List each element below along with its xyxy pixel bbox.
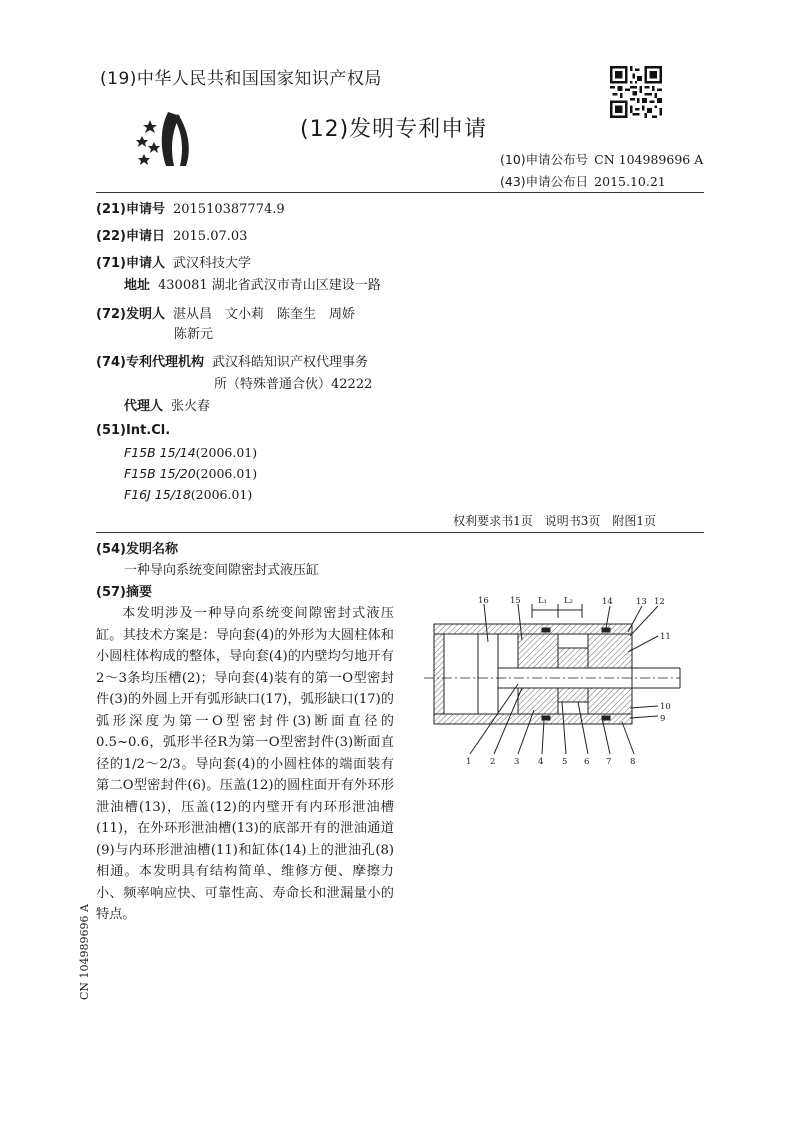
diagram-label: 10 — [660, 702, 671, 712]
ipc-entry — [124, 466, 257, 481]
diagram-label: 12 — [654, 597, 665, 607]
publication-number — [500, 150, 703, 168]
agency-line1: 武汉科皓知识产权代理事务 — [211, 355, 368, 370]
applicant-value: 武汉科技大学 — [172, 256, 251, 271]
diagram-label: 15 — [510, 596, 521, 606]
page-count-summary: 权利要求书1页 说明书3页 附图1页 — [453, 514, 656, 528]
publication-number-value: CN 104989696 A — [594, 152, 704, 167]
publication-number-label: (10)申请公布号 — [500, 152, 589, 167]
ipc-code: F15B 15/20 — [124, 466, 196, 481]
ipc-code: F15B 15/14 — [124, 445, 196, 460]
diagram-label: L₁ — [538, 596, 548, 606]
diagram-label: 5 — [562, 757, 568, 767]
ipc-version: (2006.01) — [195, 445, 258, 460]
qr-code-icon — [610, 66, 662, 118]
abstract-label: (57)摘要 — [96, 585, 152, 600]
invention-title: 一种导向系统变间隙密封式液压缸 — [124, 563, 320, 578]
inventors-line2: 陈新元 — [174, 327, 214, 342]
diagram-label: 13 — [636, 597, 647, 607]
diagram-label: 14 — [602, 597, 613, 607]
agent — [124, 395, 210, 414]
application-date-label: (22)申请日 — [96, 229, 165, 244]
ipc-entry — [124, 445, 257, 460]
agency — [96, 351, 368, 370]
applicant — [96, 252, 251, 271]
application-date — [96, 225, 247, 244]
abstract-text: 本发明涉及一种导向系统变间隙密封式液压缸。其技术方案是：导向套(4)的外形为大圆柱体和小圆柱体构成的整体，导向套(4)的内壁均匀地开有2～3条均压槽(2)；导向套(4)装有的第一O型密封件(3)的外圆上开有弧形缺口(17)，弧形缺口(17)的弧形深度为第一O型密封件(3)断面直径的0.5~0.6，弧形半径R为第一O型密封件(3)断面直径的1/2～2/3。导向套(4)的小圆柱体的端面装有第二O型密封件(6)。压盖(12)的圆柱面开有外环形泄油槽(13)，压盖(12)的内壁开有内环形泄油槽(11)，在外环形泄油槽(13)的底部开有的泄油通道(9)与内环形泄油槽(11)和缸体(14)上的泄油孔(8)相通。本发明具有结构简单、维修方便、摩擦力小、频率响应快、可靠性高、寿命长和泄漏量小的特点。 — [96, 606, 394, 922]
ipc-version: (2006.01) — [195, 466, 258, 481]
hydraulic-cylinder-drawing — [422, 592, 682, 772]
diagram-label: 9 — [660, 714, 666, 724]
publication-date-value: 2015.10.21 — [594, 174, 666, 189]
section-divider — [96, 532, 704, 533]
ipc-entry — [124, 487, 252, 502]
invention-title-label: (54)发明名称 — [96, 542, 178, 557]
address-label: 地址 — [124, 278, 151, 293]
diagram-label: 1 — [466, 757, 472, 767]
application-number-label: (21)申请号 — [96, 202, 165, 217]
inventors-line1: 湛从昌 文小莉 陈奎生 周娇 — [172, 307, 355, 322]
agent-value: 张火春 — [171, 399, 211, 414]
publication-date-label: (43)申请公布日 — [500, 174, 589, 189]
application-number — [96, 198, 285, 217]
application-date-value: 2015.07.03 — [172, 229, 248, 244]
application-number-value: 201510387774.9 — [172, 202, 285, 217]
cnipa-logo-icon — [130, 108, 210, 170]
diagram-label: 2 — [490, 757, 496, 767]
diagram-label: L₂ — [564, 596, 574, 606]
diagram-label: 4 — [538, 757, 544, 767]
ipc-version: (2006.01) — [190, 487, 253, 502]
side-publication-code: CN 104989696 A — [78, 904, 91, 1000]
agent-label: 代理人 — [124, 399, 164, 414]
address-value: 430081 湖北省武汉市青山区建设一路 — [158, 278, 381, 293]
diagram-label: 7 — [606, 757, 612, 767]
address — [124, 274, 381, 293]
inventors-label: (72)发明人 — [96, 307, 165, 322]
diagram-label: 11 — [660, 632, 671, 642]
diagram-label: 16 — [478, 596, 489, 606]
document-type-title: (12)发明专利申请 — [300, 117, 488, 142]
header-divider — [96, 192, 704, 193]
publication-date — [500, 172, 666, 190]
int-cl-label: (51)Int.Cl. — [96, 423, 171, 438]
agency-line2: 所（特殊普通合伙）42222 — [214, 377, 373, 392]
diagram-label: 6 — [584, 757, 590, 767]
patent-office-name: (19)中华人民共和国国家知识产权局 — [100, 69, 382, 89]
inventors — [96, 303, 355, 322]
applicant-label: (71)申请人 — [96, 256, 165, 271]
ipc-code: F16J 15/18 — [124, 487, 191, 502]
diagram-label: 3 — [514, 757, 520, 767]
agency-label: (74)专利代理机构 — [96, 355, 204, 370]
diagram-label: 8 — [630, 757, 636, 767]
